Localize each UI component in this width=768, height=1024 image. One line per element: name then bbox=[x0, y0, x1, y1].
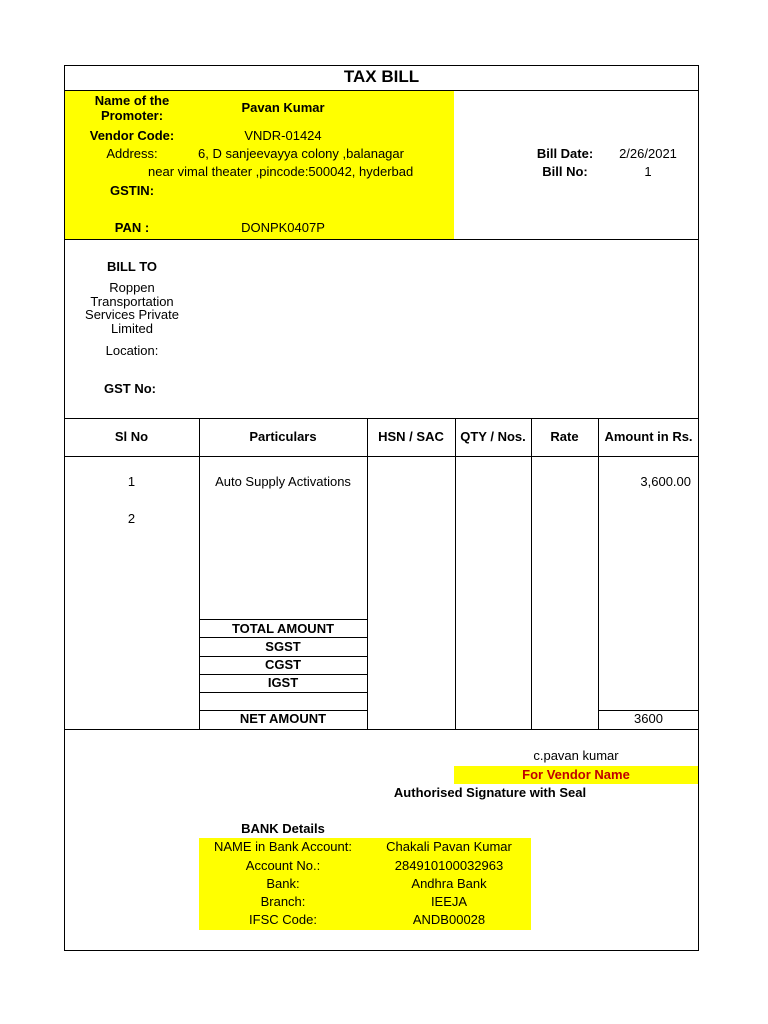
bill-to-company-line4: Limited bbox=[111, 320, 153, 336]
row1-amount: 3,600.00 bbox=[640, 474, 691, 489]
summary-igst: IGST bbox=[267, 675, 299, 690]
bill-to-company-line3: Services Private bbox=[85, 307, 179, 322]
address-line2: near vimal theater ,pincode:500042, hyderbad bbox=[148, 164, 414, 179]
summary-line-1 bbox=[199, 619, 367, 620]
vendor-code-label: Vendor Code: bbox=[89, 128, 175, 143]
header-qty: QTY / Nos. bbox=[460, 429, 526, 444]
row1-sl: 1 bbox=[127, 474, 136, 489]
table-bottom-line bbox=[64, 729, 699, 730]
summary-sgst: SGST bbox=[265, 639, 301, 654]
account-no-value: 284910100032963 bbox=[394, 858, 504, 873]
bill-date-value: 2/26/2021 bbox=[619, 146, 677, 161]
authorised-signature: Authorised Signature with Seal bbox=[393, 785, 587, 800]
address-line1: 6, D sanjeevayya colony ,balanagar bbox=[198, 146, 404, 161]
col-line-4 bbox=[531, 418, 532, 730]
col-line-2 bbox=[367, 418, 368, 730]
net-amount-value: 3600 bbox=[634, 711, 663, 726]
row1-particulars: Auto Supply Activations bbox=[215, 474, 351, 489]
col-line-3 bbox=[455, 418, 456, 730]
summary-cgst: CGST bbox=[264, 657, 302, 672]
signature-name: c.pavan kumar bbox=[533, 748, 619, 763]
branch-value: IEEJA bbox=[430, 894, 468, 909]
pan-value: DONPK0407P bbox=[241, 220, 325, 235]
row2-sl: 2 bbox=[127, 511, 136, 526]
bill-no-value: 1 bbox=[644, 164, 652, 179]
header-divider bbox=[64, 456, 699, 457]
col-line-5 bbox=[598, 418, 599, 730]
bank-label: Bank: bbox=[266, 876, 300, 891]
address-label: Address: bbox=[106, 146, 158, 161]
ifsc-value: ANDB00028 bbox=[412, 912, 486, 927]
bill-to-heading: BILL TO bbox=[106, 259, 158, 274]
gstin-label: GSTIN: bbox=[109, 183, 155, 198]
billto-divider bbox=[64, 418, 699, 419]
bank-details-heading: BANK Details bbox=[241, 821, 325, 836]
bill-no-label: Bill No: bbox=[542, 164, 588, 179]
bank-value: Andhra Bank bbox=[411, 876, 487, 891]
pan-label: PAN : bbox=[114, 220, 150, 235]
header-particulars: Particulars bbox=[249, 429, 317, 444]
gst-no-label: GST No: bbox=[104, 381, 156, 396]
summary-line-5 bbox=[199, 692, 367, 693]
header-amount: Amount in Rs. bbox=[604, 429, 693, 444]
header-hsn-sac: HSN / SAC bbox=[378, 429, 444, 444]
bill-to-company bbox=[72, 281, 192, 335]
bill-to-company-line1: Roppen bbox=[109, 280, 155, 295]
promoter-name-label: Name of the Promoter: bbox=[94, 93, 170, 123]
account-no-label: Account No.: bbox=[245, 858, 321, 873]
summary-line-2 bbox=[199, 637, 367, 638]
ifsc-label: IFSC Code: bbox=[249, 912, 317, 927]
promoter-name-value: Pavan Kumar bbox=[241, 100, 325, 115]
for-vendor-name: For Vendor Name bbox=[522, 767, 630, 782]
vendor-code-value: VNDR-01424 bbox=[244, 128, 322, 143]
branch-label: Branch: bbox=[260, 894, 306, 909]
location-label: Location: bbox=[105, 343, 159, 358]
bill-to-company-line2: Transportation bbox=[90, 293, 174, 309]
header-rate: Rate bbox=[550, 429, 579, 444]
header-sl-no: Sl No bbox=[114, 429, 149, 444]
summary-net: NET AMOUNT bbox=[239, 711, 327, 726]
bank-name-label: NAME in Bank Account: bbox=[213, 839, 352, 854]
summary-total: TOTAL AMOUNT bbox=[231, 621, 335, 636]
bank-name-value: Chakali Pavan Kumar bbox=[386, 839, 512, 854]
bill-date-label: Bill Date: bbox=[536, 146, 594, 161]
promoter-divider bbox=[64, 239, 699, 240]
invoice-title: TAX BILL bbox=[343, 67, 420, 86]
